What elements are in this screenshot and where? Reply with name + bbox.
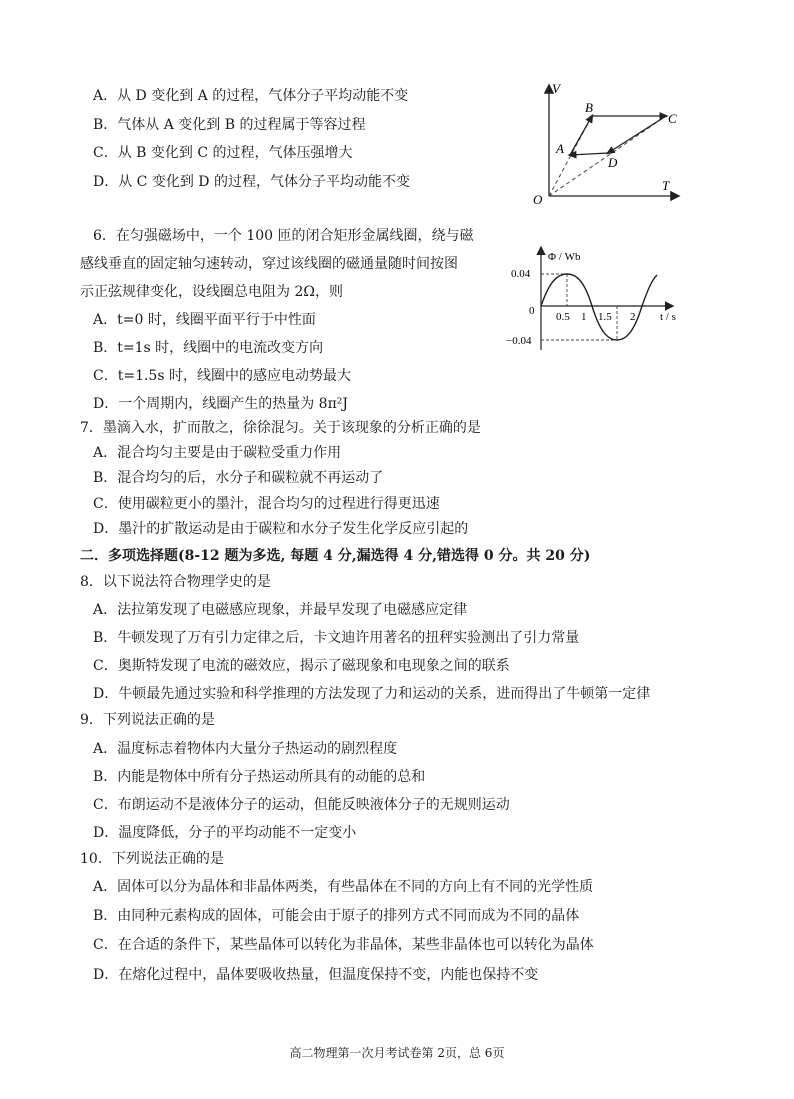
q9-option-c: C．布朗运动不是液体分子的运动，但能反映液体分子的无规则运动 xyxy=(93,797,510,813)
q5-option-a: A．从 D 变化到 A 的过程，气体分子平均动能不变 xyxy=(93,88,409,104)
q6-x-tick-1-5: 1.5 xyxy=(598,311,612,323)
q10-option-b: B．由同种元素构成的固体，可能会由于原子的排列方式不同而成为不同的晶体 xyxy=(93,908,580,924)
q6-stem-line3: 示正弦规律变化，设线圈总电阻为 2Ω，则 xyxy=(80,284,343,300)
q7-option-a: A．混合均匀主要是由于碳粒受重力作用 xyxy=(93,445,342,461)
q5-vt-diagram xyxy=(528,78,698,208)
q10-option-c: C．在合适的条件下，某些晶体可以转化为非晶体，某些非晶体也可以转化为晶体 xyxy=(93,937,594,953)
q6-option-a: A．t=0 时，线圈平面平行于中性面 xyxy=(93,312,316,328)
q9-option-b: B．内能是物体中所有分子热运动所具有的动能的总和 xyxy=(93,769,426,785)
q6-x-axis-label: t / s xyxy=(660,311,676,323)
q8-option-b: B．牛顿发现了万有引力定律之后，卡文迪许用著名的扭秤实验测出了引力常量 xyxy=(93,630,580,646)
q6-flux-graph xyxy=(500,244,700,354)
q5-option-d: D．从 C 变化到 D 的过程，气体分子平均动能不变 xyxy=(93,174,410,190)
q7-option-b: B．混合均匀的后，水分子和碳粒就不再运动了 xyxy=(93,470,384,486)
q6-x-tick-2: 2 xyxy=(630,311,636,323)
q6-y-tick-zero: 0 xyxy=(529,305,535,317)
q6-x-tick-1: 1 xyxy=(581,311,587,323)
q7-option-c: C．使用碳粒更小的墨汁，混合均匀的过程进行得更迅速 xyxy=(93,496,440,512)
section-2-heading: 二．多项选择题(8-12 题为多选, 每题 4 分,漏选得 4 分,错选得 0 分。共 20 分) xyxy=(80,548,591,564)
q6-y-axis-label: Φ / Wb xyxy=(548,251,581,263)
q7-option-d: D．墨汁的扩散运动是由于碳粒和水分子发生化学反应引起的 xyxy=(93,521,469,537)
q5-option-c: C．从 B 变化到 C 的过程，气体压强增大 xyxy=(93,145,353,161)
q10-option-d: D．在熔化过程中，晶体要吸收热量，但温度保持不变，内能也保持不变 xyxy=(93,967,539,983)
q5-origin-label: O xyxy=(533,192,543,207)
q10-option-a: A．固体可以分为晶体和非晶体两类，有些晶体在不同的方向上有不同的光学性质 xyxy=(93,879,594,895)
q8-stem: 8．以下说法符合物理学史的是 xyxy=(80,574,271,590)
q6-option-b: B．t=1s 时，线圈中的电流改变方向 xyxy=(93,340,324,356)
q6-flux-curve xyxy=(541,274,657,340)
q6-option-d: D．一个周期内，线圈产生的热量为 8π²J xyxy=(93,396,349,412)
q6-y-tick-top: 0.04 xyxy=(511,268,531,280)
q8-option-a: A．法拉第发现了电磁感应现象，并最早发现了电磁感应定律 xyxy=(93,602,468,618)
q5-point-a: A xyxy=(556,141,564,156)
q6-x-tick-0-5: 0.5 xyxy=(556,311,570,323)
q9-option-a: A．温度标志着物体内大量分子热运动的剧烈程度 xyxy=(93,741,398,757)
q6-stem-line2: 感线垂直的固定轴匀速转动，穿过该线圈的磁通量随时间按图 xyxy=(80,256,458,272)
q6-y-tick-bottom: −0.04 xyxy=(506,335,532,347)
q8-option-c: C．奥斯特发现了电流的磁效应，揭示了磁现象和电现象之间的联系 xyxy=(93,658,510,674)
q9-stem: 9．下列说法正确的是 xyxy=(80,712,215,728)
q7-stem: 7．墨滴入水，扩而散之，徐徐混匀。关于该现象的分析正确的是 xyxy=(80,420,481,436)
q6-option-c: C．t=1.5s 时，线圈中的感应电动势最大 xyxy=(93,368,351,384)
q5-point-c: C xyxy=(668,111,677,126)
q5-path-cd xyxy=(608,116,666,153)
q9-option-d: D．温度降低，分子的平均动能不一定变小 xyxy=(93,825,357,841)
q6-stem-line1: 6．在匀强磁场中，一个 100 匝的闭合矩形金属线圈，绕与磁 xyxy=(93,228,474,244)
q5-path-ab xyxy=(570,116,592,155)
q5-v-label: V xyxy=(552,81,560,96)
q5-point-d: D xyxy=(608,155,618,170)
q5-path-da xyxy=(570,153,608,155)
page-footer: 高二物理第一次月考试卷第 2页，总 6页 xyxy=(289,1046,505,1060)
q8-option-d: D．牛顿最先通过实验和科学推理的方法发现了力和运动的关系，进而得出了牛顿第一定律 xyxy=(93,686,651,702)
q10-stem: 10．下列说法正确的是 xyxy=(80,851,224,867)
q5-point-b: B xyxy=(585,100,593,115)
q5-option-b: B．气体从 A 变化到 B 的过程属于等容过程 xyxy=(93,117,366,133)
q5-t-label: T xyxy=(662,178,670,193)
